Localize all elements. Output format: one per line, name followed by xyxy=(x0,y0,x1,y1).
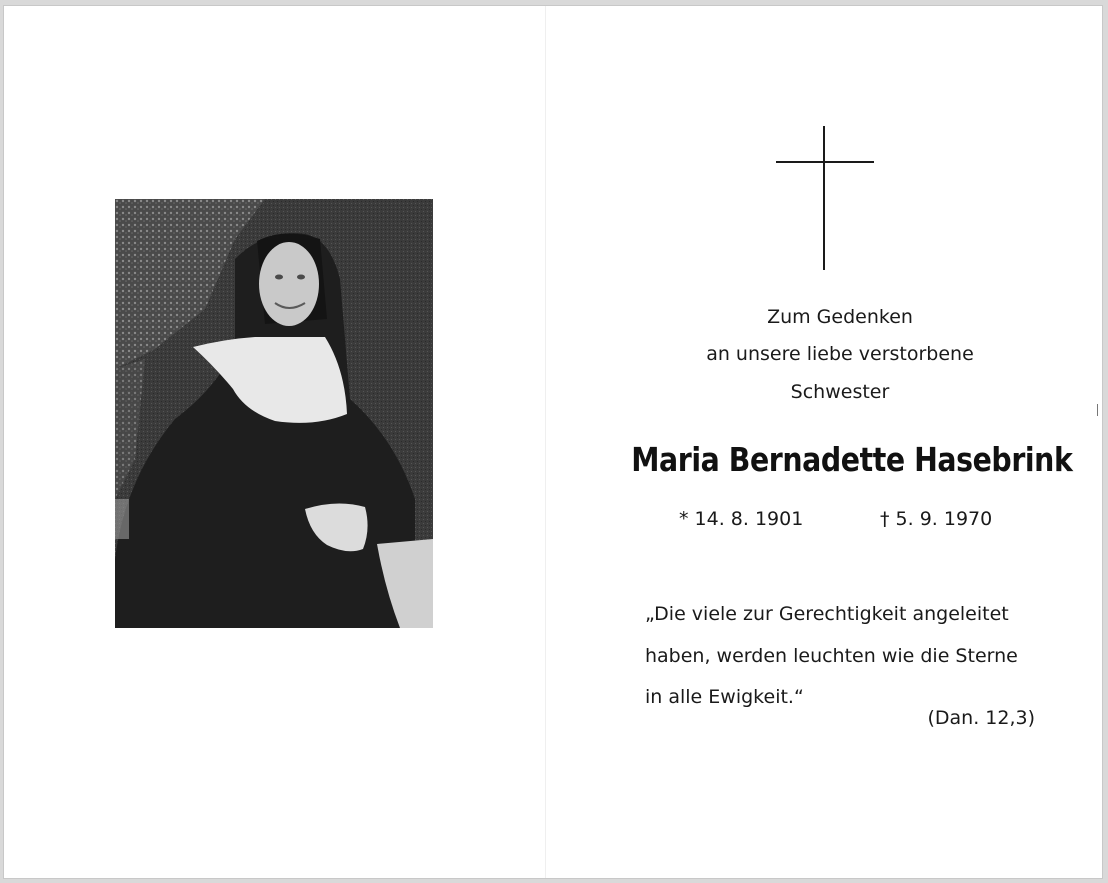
intro-line-1: Zum Gedenken xyxy=(767,306,913,328)
quote-line-3: in alle Ewigkeit.“ xyxy=(645,686,804,708)
scan-mark xyxy=(1097,404,1101,416)
quote-source: (Dan. 12,3) xyxy=(927,707,1035,729)
quote-line-1: „Die viele zur Gerechtigkeit angeleitet xyxy=(645,603,1009,625)
intro-line-2: an unsere liebe verstorbene xyxy=(706,343,974,365)
intro-line-3: Schwester xyxy=(790,381,890,403)
portrait-photo xyxy=(115,199,433,628)
quote-line-2: haben, werden leuchten wie die Sterne xyxy=(645,645,1018,667)
deceased-name: Maria Bernadette Hasebrink xyxy=(631,440,1073,479)
cross-icon xyxy=(776,126,874,270)
card-fold-line xyxy=(545,6,546,878)
death-date: † 5. 9. 1970 xyxy=(880,508,993,530)
birth-date: * 14. 8. 1901 xyxy=(679,508,804,530)
